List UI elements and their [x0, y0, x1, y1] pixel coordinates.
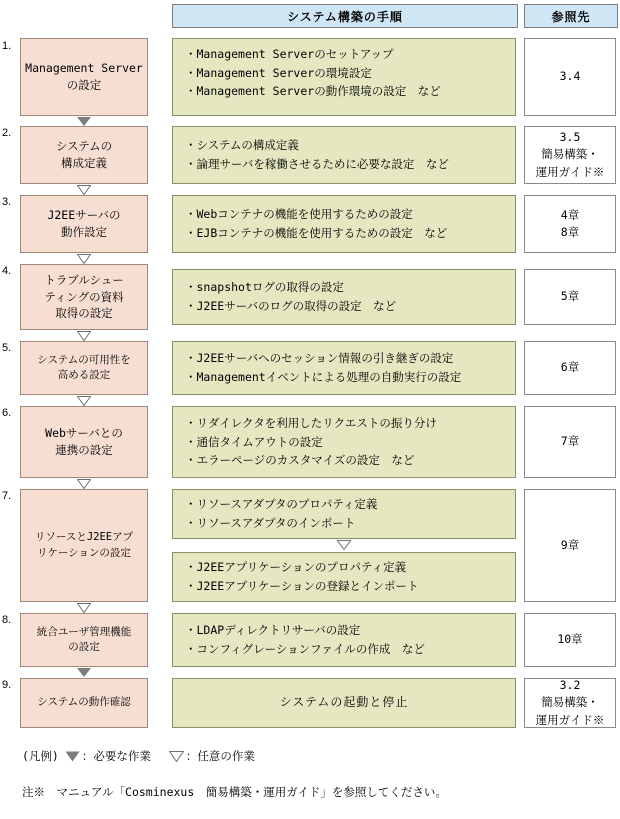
step-4-reference-box [524, 269, 616, 325]
step-number-1: 1. [2, 40, 12, 52]
step-3-title-line-1: J2EEサーバの [47, 208, 121, 223]
legend [22, 748, 273, 764]
step-7-item-1: ・リソースアダプタのプロパティ定義 [185, 497, 378, 512]
step-1-item-3: ・Management Serverの動作環境の設定 など [185, 84, 441, 99]
step-box-4 [20, 264, 148, 330]
step-5-title-line-2: 高める設定 [57, 369, 111, 381]
step-5-item-1: ・J2EEサーバへのセッション情報の引き継ぎの設定 [185, 351, 454, 366]
step-1-item-1: ・Management Serverのセットアップ [185, 47, 394, 61]
step-4-item-2: ・J2EEサーバのログの取得の設定 など [185, 299, 397, 313]
step-box-3 [20, 195, 148, 253]
step-3-item-2: ・EJBコンテナの機能を使用するための設定 など [185, 226, 448, 240]
arrow-open-4 [77, 331, 91, 341]
step-number-4: 4. [2, 265, 12, 277]
step-5-reference-line-1: 6章 [560, 360, 580, 375]
step-3-reference-box [524, 195, 616, 253]
step-6-title-line-2: 連携の設定 [55, 443, 113, 457]
step-5-detail-box [172, 341, 516, 395]
step-9-title-line-1: システムの動作確認 [37, 696, 131, 709]
step-box-9 [20, 678, 148, 728]
step-7-detail-box-1 [172, 489, 516, 539]
step-box-5 [20, 341, 148, 395]
step-1-reference-line-1: 3.4 [559, 69, 581, 84]
step-number-9: 9. [2, 679, 12, 691]
legend-required-label: ：必要な作業 [81, 749, 151, 763]
step-2-reference-box [524, 126, 616, 184]
step-8-detail-box [172, 613, 516, 667]
step-4-title-line-2: ティングの資料 [44, 289, 124, 304]
step-1-detail-box [172, 38, 516, 116]
arrow-open-5 [77, 396, 91, 406]
step-5-item-2: ・Managementイベントによる処理の自動実行の設定 [185, 370, 462, 384]
step-8-title-line-2: の設定 [68, 641, 100, 653]
step-box-1 [20, 38, 148, 116]
step-9-reference-line-2: 簡易構築・ [541, 695, 599, 710]
footnote: 注※ マニュアル「Cosminexus 簡易構築・運用ガイド」を参照してください。 [22, 785, 447, 799]
step-5-reference-box [524, 341, 616, 395]
legend-required [65, 748, 151, 764]
step-7-detail-box-2 [172, 552, 516, 602]
arrow-open-6 [77, 479, 91, 489]
step-box-7 [20, 489, 148, 602]
step-box-8 [20, 613, 148, 667]
step-3-item-1: ・Webコンテナの機能を使用するための設定 [185, 207, 413, 222]
step-3-reference-line-2: 8章 [560, 225, 580, 239]
step-1-title-line-2: の設定 [66, 78, 102, 92]
arrow-open-8 [77, 603, 91, 613]
step-6-item-2: ・通信タイムアウトの設定 [185, 434, 323, 449]
step-8-title-line-1: 統合ユーザ管理機能 [36, 625, 132, 638]
step-2-item-1: ・システムの構成定義 [185, 138, 299, 153]
step-7-title-line-2: リケーションの設定 [37, 546, 131, 559]
step-2-reference-line-3: 運用ガイド※ [535, 164, 605, 179]
step-number-2: 2. [2, 127, 12, 139]
step-8-reference-box [524, 613, 616, 667]
step-3-title-line-2: 動作設定 [61, 225, 107, 239]
step-number-5: 5. [2, 342, 12, 354]
step-box-6 [20, 406, 148, 478]
legend-optional-label: ：任意の作業 [185, 749, 255, 763]
step-9-detail-box [172, 678, 516, 728]
step-6-reference-line-1: 7章 [560, 434, 580, 449]
step-6-item-1: ・リダイレクタを利用したリクエストの振り分け [185, 416, 437, 431]
step-number-3: 3. [2, 196, 12, 208]
step-9-reference-line-1: 3.2 [559, 678, 581, 693]
header-procedure-label: システム構築の手順 [287, 9, 403, 24]
step-4-item-1: ・snapshotログの取得の設定 [185, 280, 344, 295]
open-triangle-icon [169, 751, 184, 762]
step-7-title-line-1: リソースとJ2EEアプ [34, 531, 134, 544]
step-box-2 [20, 126, 148, 184]
step-7-item-4: ・J2EEアプリケーションの登録とインポート [185, 579, 419, 593]
step-2-reference-line-2: 簡易構築・ [541, 147, 599, 162]
step-5-title-line-1: システムの可用性を [37, 353, 131, 366]
step-8-reference-line-1: 10章 [557, 632, 583, 647]
legend-label: (凡例) [22, 749, 59, 763]
step-1-reference-box [524, 38, 616, 116]
step-4-detail-box [172, 269, 516, 325]
step-8-item-1: ・LDAPディレクトリサーバの設定 [185, 623, 361, 638]
step-4-reference-line-1: 5章 [560, 289, 580, 304]
step-9-reference-line-3: 運用ガイド※ [535, 712, 605, 727]
filled-triangle-icon [65, 751, 80, 762]
step-7-item-3: ・J2EEアプリケーションのプロパティ定義 [185, 560, 407, 575]
step-2-detail-box [172, 126, 516, 184]
arrow-open-2 [77, 185, 91, 195]
step-3-reference-line-1: 4章 [560, 207, 580, 222]
step-2-title-line-1: システムの [55, 139, 113, 154]
step-3-detail-box [172, 195, 516, 253]
step-6-item-3: ・エラーページのカスタマイズの設定 など [185, 453, 415, 468]
arrow-filled-2 [77, 668, 91, 677]
step-number-8: 8. [2, 614, 12, 626]
step-9-center-text: システムの起動と停止 [279, 695, 409, 710]
step-2-title-line-2: 構成定義 [60, 156, 107, 170]
arrow-filled-1 [77, 117, 91, 126]
step-8-item-2: ・コンフィグレーションファイルの作成 など [185, 642, 425, 656]
step-4-title-line-3: 取得の設定 [55, 306, 113, 321]
step-number-7: 7. [2, 490, 12, 502]
header-reference-label: 参照先 [551, 9, 591, 24]
step-6-reference-box [524, 406, 616, 478]
step-number-6: 6. [2, 407, 12, 419]
step-7-reference-line-1: 9章 [560, 537, 580, 552]
step-9-reference-box [524, 678, 616, 728]
arrow-open-3 [77, 254, 91, 264]
step-2-item-2: ・論理サーバを稼働させるために必要な設定 など [185, 157, 449, 171]
step-6-detail-box [172, 406, 516, 478]
step-7-reference-box [524, 489, 616, 602]
header-procedure [172, 4, 518, 28]
step-2-reference-line-1: 3.5 [559, 130, 581, 145]
step-1-title-line-1: Management Server [25, 61, 143, 76]
step-4-title-line-1: トラブルシュー [44, 272, 124, 287]
step-7-item-2: ・リソースアダプタのインポート [185, 516, 356, 530]
step-6-title-line-1: Webサーバとの [45, 426, 123, 441]
step-1-item-2: ・Management Serverの環境設定 [185, 65, 372, 80]
header-reference [524, 4, 618, 28]
legend-optional [169, 748, 255, 764]
arrow-open-7-inner [337, 540, 351, 550]
